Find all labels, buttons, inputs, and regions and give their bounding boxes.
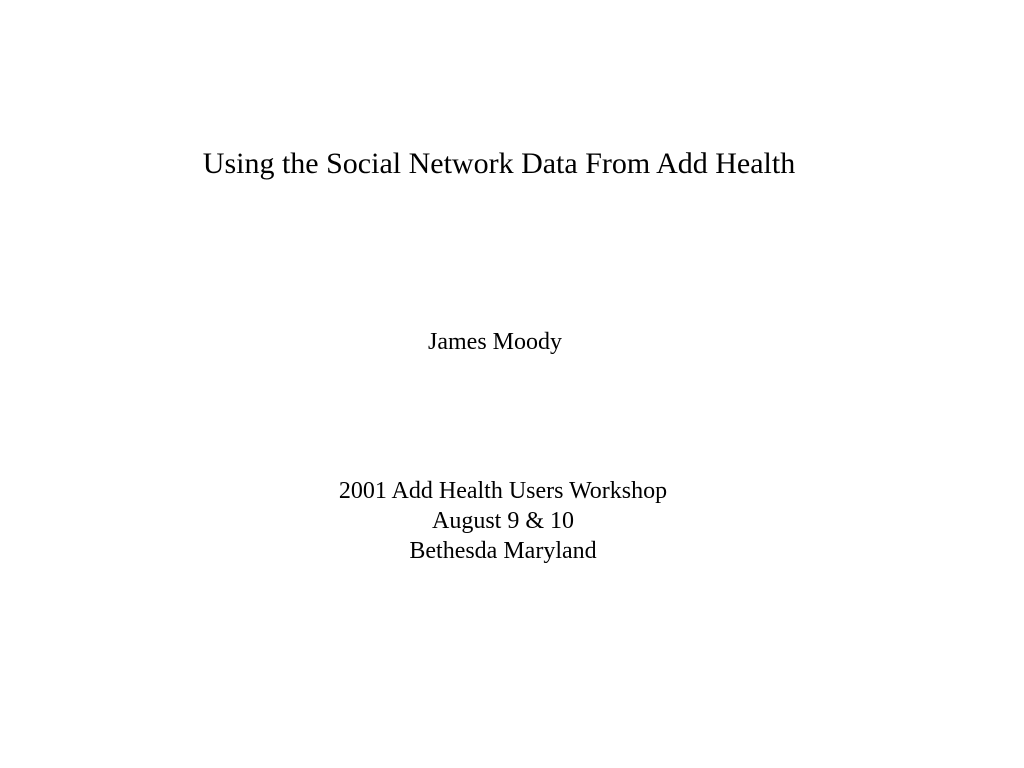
event-dates: August 9 & 10 — [431, 508, 574, 534]
event-info — [0, 476, 1006, 566]
event-location: Bethesda Maryland — [409, 538, 597, 564]
slide-title: Using the Social Network Data From Add Health — [202, 147, 796, 180]
author-name: James Moody — [428, 329, 562, 355]
event-name: 2001 Add Health Users Workshop — [338, 478, 668, 504]
